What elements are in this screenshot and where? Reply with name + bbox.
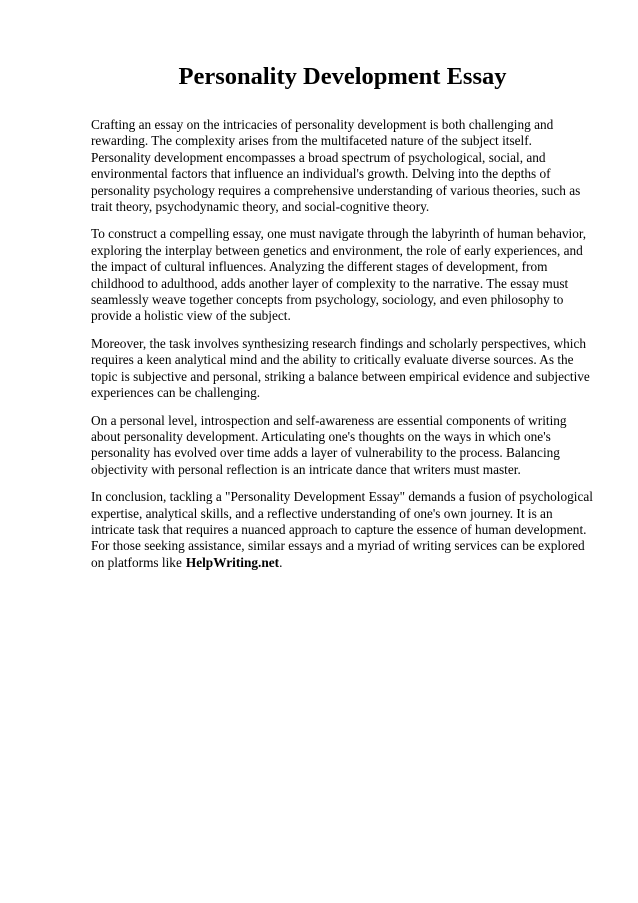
conclusion-text: In conclusion, tackling a "Personality Development Essay" demands a fusion of psychological expertise, analytical skills, and a reflective understanding of one's own journey. It is an intricate task that requires a nuanced approach to capture the essence of human development. For those seeking assistance, similar essays and a myriad of writing services can be explored on platforms like	[91, 489, 593, 570]
paragraph-2: To construct a compelling essay, one must navigate through the labyrinth of human behavior, exploring the interplay between genetics and environment, the role of early experiences, and the impact of cultural influences. Analyzing the different stages of development, from childhood to adulthood, adds another layer of complexity to the narrative. The essay must seamlessly weave together concepts from psychology, sociology, and even philosophy to provide a holistic view of the subject.	[91, 226, 587, 324]
paragraph-conclusion	[91, 489, 594, 571]
paragraph-4: On a personal level, introspection and self-awareness are essential components of writing about personality development. Articulating one's thoughts on the ways in which one's personality has evolved over time adds a layer of vulnerability to the process. Balancing objectivity with personal reflection is an intricate dance that writers must master.	[91, 412, 567, 477]
conclusion-period: .	[279, 554, 283, 570]
helpwriting-link[interactable]: HelpWriting.net	[185, 554, 280, 570]
paragraph-3: Moreover, the task involves synthesizing research findings and scholarly perspectives, which requires a keen analytical mind and the ability to critically evaluate diverse sources. As the topic is subjective and personal, striking a balance between empirical evidence and subjective experiences can be challenging.	[91, 335, 590, 401]
document-title: Personality Development Essay	[178, 63, 507, 90]
paragraph-1: Crafting an essay on the intricacies of personality development is both challenging and rewarding. The complexity arises from the multifaceted nature of the subject itself. Personality development encompasses a broad spectrum of psychological, social, and environmental factors that influence an individual's growth. Delving into the depths of personality psychology requires a comprehensive understanding of various theories, such as trait theory, psychodynamic theory, and social-cognitive theory.	[91, 117, 581, 215]
document-page	[91, 62, 594, 582]
